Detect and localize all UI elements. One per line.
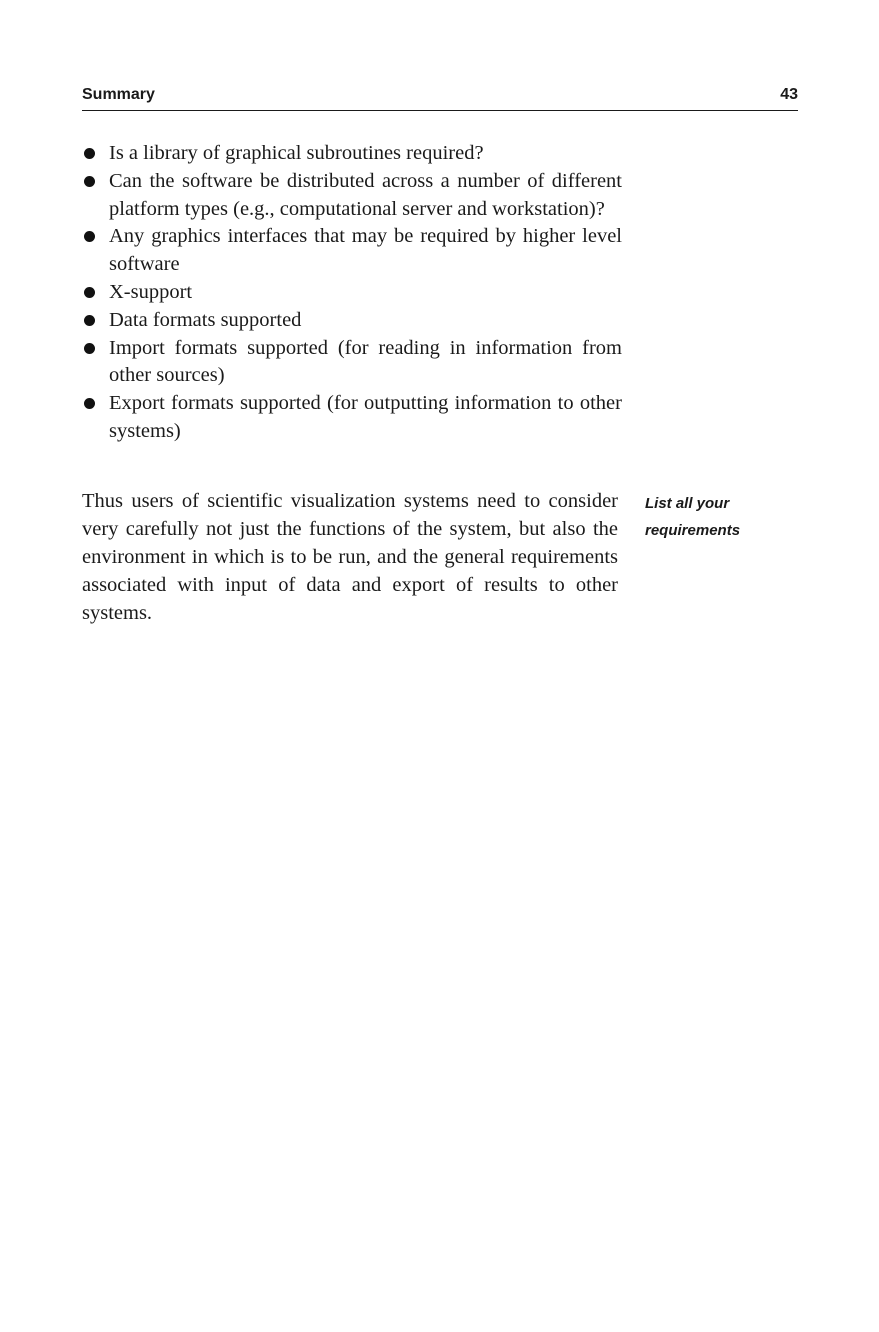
list-item xyxy=(82,390,622,446)
bullet-icon xyxy=(84,343,95,354)
bullet-icon xyxy=(84,315,95,326)
bullet-icon xyxy=(84,148,95,159)
list-item-text: Is a library of graphical subroutines required? xyxy=(109,142,484,164)
list-item-text: Export formats supported (for outputting information to other systems) xyxy=(109,392,622,442)
list-item xyxy=(82,140,622,168)
body-paragraph: Thus users of scientific visualization systems need to consider very carefully not just the functions of the system, but also the environment in which is to be run, and the general requirements associated with input of data and export of results to other systems. xyxy=(82,490,618,624)
bullet-icon xyxy=(84,176,95,187)
list-item-text: X-support xyxy=(109,280,193,303)
list-item xyxy=(82,279,622,307)
list-item-text: Can the software be distributed across a number of different platform types (e.g., computational server and workstation)? xyxy=(109,169,622,220)
list-item xyxy=(82,168,622,224)
list-item-text: Import formats supported (for reading in information from other sources) xyxy=(109,336,622,387)
bullet-icon xyxy=(84,398,95,409)
page-number: 43 xyxy=(780,86,798,103)
margin-note-line: List all your xyxy=(645,495,730,512)
list-item-text: Data formats supported xyxy=(109,308,302,331)
running-head xyxy=(82,86,798,108)
list-item xyxy=(82,223,622,279)
bullet-list xyxy=(82,140,622,446)
margin-note xyxy=(645,490,785,544)
list-item xyxy=(82,307,622,335)
bullet-icon xyxy=(84,231,95,242)
margin-note-line: requirements xyxy=(645,522,741,539)
header-rule xyxy=(82,110,798,111)
bullet-icon xyxy=(84,287,95,298)
list-item xyxy=(82,335,622,391)
section-title: Summary xyxy=(82,86,155,103)
list-item-text: Any graphics interfaces that may be required by higher level software xyxy=(109,225,622,276)
